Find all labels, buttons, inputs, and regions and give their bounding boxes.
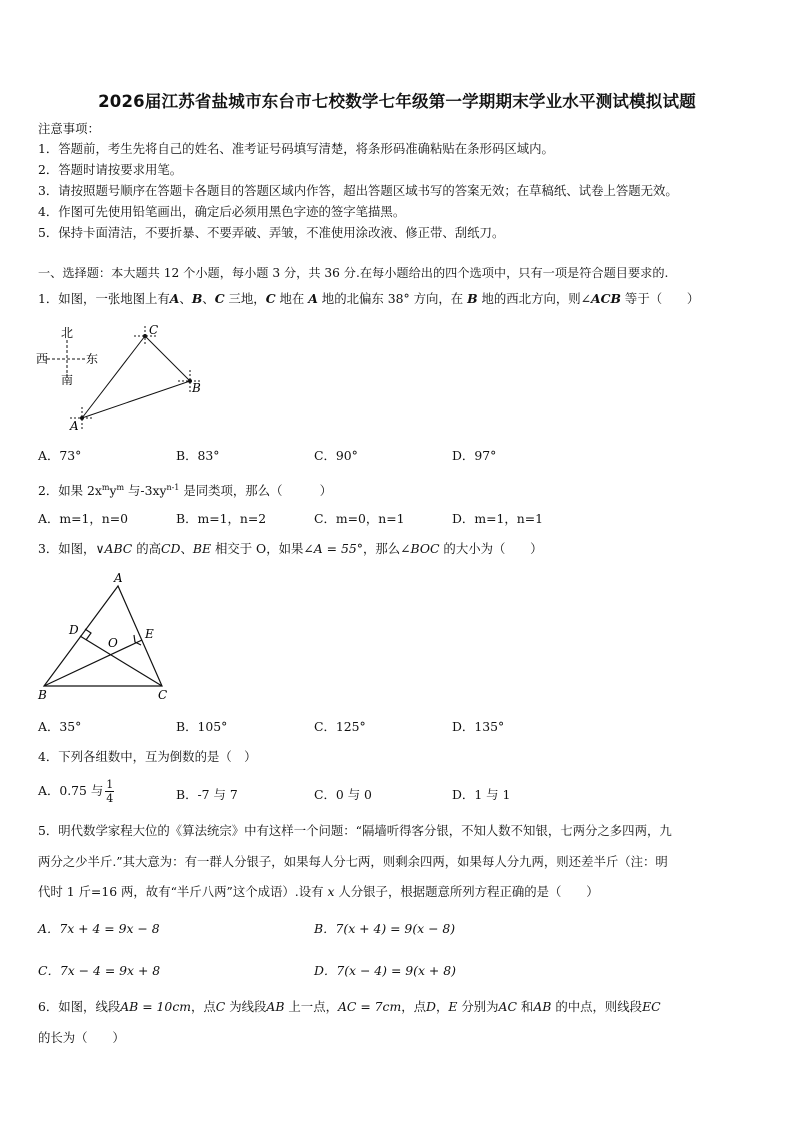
q3-option-c[interactable]: C．125° (314, 719, 366, 734)
point-c-label: C (149, 323, 159, 337)
note-item: 5．保持卡面清洁，不要折暴、不要弄破、弄皱，不准使用涂改液、修正带、刮纸刀。 (38, 225, 505, 240)
fraction: $\frac{1}{4}$ (106, 778, 114, 805)
vertex-c-label: C (158, 688, 168, 702)
notes-heading: 注意事项： (38, 121, 100, 136)
q4-option-d[interactable]: D．1 与 1 (452, 787, 511, 802)
north-label: 北 (61, 326, 74, 340)
q3-option-a[interactable]: A．35° (38, 719, 82, 734)
q4-option-b[interactable]: B．-7 与 7 (176, 787, 238, 802)
q1-option-b[interactable]: B．83° (176, 448, 220, 463)
q5-option-b[interactable]: B．7(x + 4) = 9(x − 8) (314, 921, 456, 936)
note-item: 1．答题前，考生先将自己的姓名、准考证号码填写清楚，将条形码准确粘贴在条形码区域内。 (38, 141, 554, 156)
question-6-line-2: 的长为（ ） (38, 1030, 125, 1045)
west-label: 西 (36, 352, 49, 366)
point-o-label: O (108, 636, 118, 650)
note-item: 2．答题时请按要求用笔。 (38, 162, 183, 177)
q5-option-a[interactable]: A．7x + 4 = 9x − 8 (38, 921, 160, 936)
q1-map-figure (30, 318, 230, 438)
vertex-b-label: B (38, 688, 47, 702)
question-3-stem: 3．如图，∨ABC 的高CD、BE 相交于 O，如果∠A = 55°，那么∠BOC 的大小为（ ） (38, 541, 543, 556)
note-item: 3．请按照题号顺序在答题卡各题目的答题区域内作答，超出答题区域书写的答案无效；在草稿纸、试卷上答题无效。 (38, 183, 678, 198)
q3-option-d[interactable]: D．135° (452, 719, 505, 734)
section-heading: 一、选择题：本大题共 12 个小题，每小题 3 分，共 36 分.在每小题给出的四个选项中，只有一项是符合题目要求的. (38, 266, 669, 280)
south-label: 南 (61, 373, 74, 387)
question-5-line-2: 两分之少半斤.”其大意为：有一群人分银子，如果每人分七两，则剩余四两，如果每人分九两，则还差半斤（注：明 (38, 854, 668, 869)
q1-option-a[interactable]: A．73° (38, 448, 82, 463)
q4-option-a[interactable]: A．0.75 与 $\frac{1}{4}$ (38, 778, 114, 805)
point-e-label: E (145, 627, 154, 641)
q1-option-c[interactable]: C．90° (314, 448, 358, 463)
question-4-stem: 4．下列各组数中，互为倒数的是（ ） (38, 749, 257, 764)
vertex-a-label: A (114, 571, 123, 585)
q2-option-c[interactable]: C．m=0，n=1 (314, 511, 405, 526)
q3-option-b[interactable]: B．105° (176, 719, 228, 734)
q4-option-c[interactable]: C．0 与 0 (314, 787, 372, 802)
q2-option-a[interactable]: A．m=1，n=0 (38, 511, 128, 526)
question-1-stem: 1．如图，一张地图上有A、B、C 三地，C 地在 A 地的北偏东 38° 方向，在 B 地的西北方向，则∠ACB 等于（ ） (38, 291, 700, 306)
point-a-label: A (70, 419, 79, 433)
q2-option-b[interactable]: B．m=1，n=2 (176, 511, 267, 526)
q5-option-d[interactable]: D．7(x − 4) = 9(x + 8) (314, 963, 456, 978)
point-b-label: B (192, 381, 201, 395)
point-d-label: D (69, 623, 79, 637)
note-item: 4．作图可先使用铅笔画出，确定后必须用黑色字迹的签字笔描黑。 (38, 204, 406, 219)
page-title: 2026届江苏省盐城市东台市七校数学七年级第一学期期末学业水平测试模拟试题 (98, 92, 696, 111)
q5-option-c[interactable]: C．7x − 4 = 9x + 8 (38, 963, 161, 978)
q1-option-d[interactable]: D．97° (452, 448, 497, 463)
east-label: 东 (86, 352, 99, 366)
question-5-line-1: 5．明代数学家程大位的《算法统宗》中有这样一个问题：“隔墙听得客分银，不知人数不知银，七两分之多四两，九 (38, 823, 672, 838)
q3-triangle-figure (30, 568, 190, 708)
question-6-line-1: 6．如图，线段AB = 10cm，点C 为线段AB 上一点，AC = 7cm，点D，E 分别为AC 和AB 的中点，则线段EC (38, 999, 661, 1014)
question-5-line-3: 代时 1 斤=16 两，故有“半斤八两”这个成语）.设有 x 人分银子，根据题意所列方程正确的是（ ） (38, 884, 599, 899)
question-2-stem: 2．如果 $2x^my^m$ 与$-3xy^{n-1}$ 是同类项，那么（ ） (38, 483, 333, 499)
q2-option-d[interactable]: D．m=1，n=1 (452, 511, 543, 526)
